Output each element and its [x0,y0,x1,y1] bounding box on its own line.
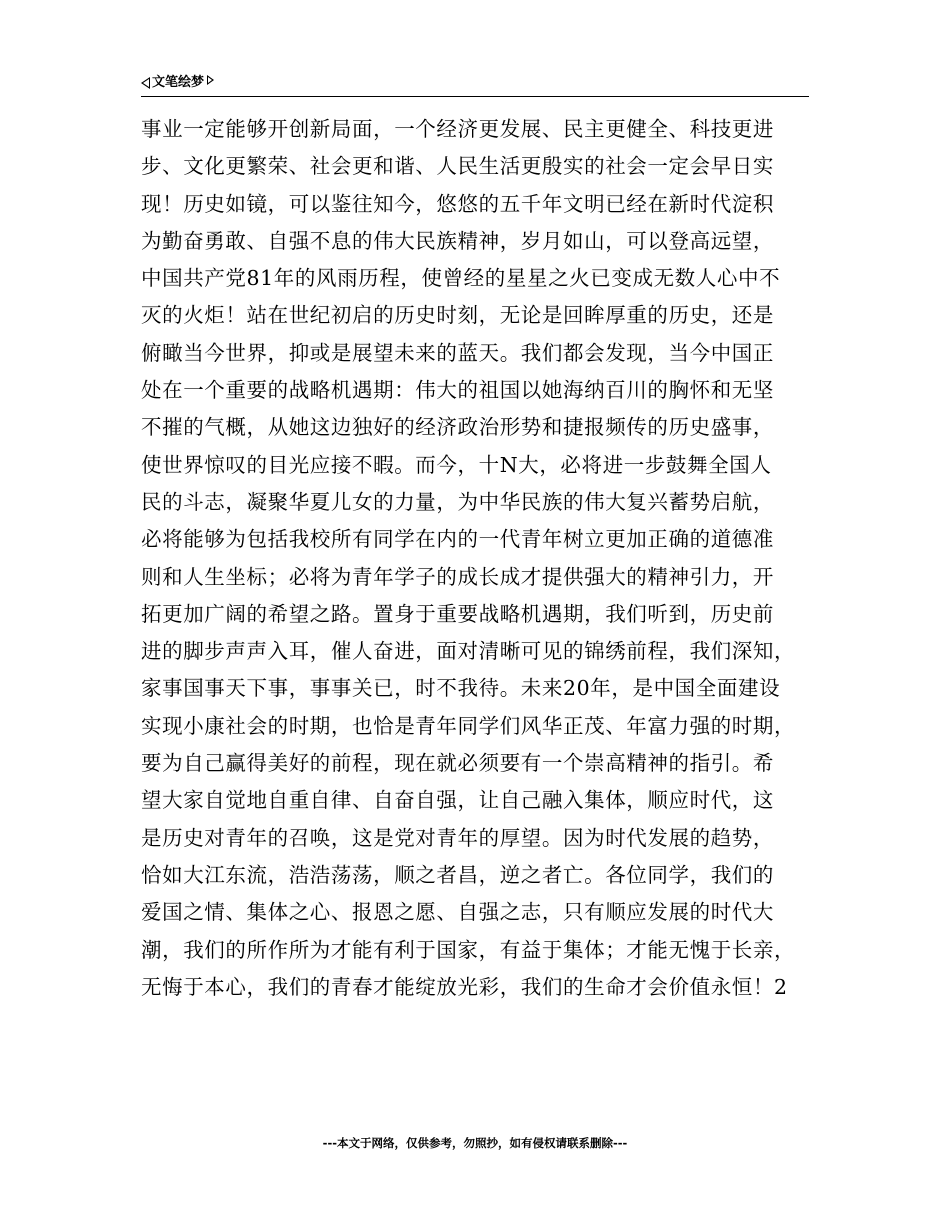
triangle-left-icon [141,77,150,89]
text-line: 为勤奋勇敢、自强不息的伟大民族精神，岁月如山，可以登高远望， [141,228,774,253]
page-header [141,74,809,97]
text-line: 潮，我们的所作所为才能有利于国家，有益于集体；才能无愧于长亲， [141,937,796,962]
text-line: 家事国事天下事，事事关已，时不我待。未来20年，是中国全面建设 [141,676,781,701]
triangle-right-icon [207,75,214,85]
text-line: 使世界惊叹的目光应接不暇。而今，十N大，必将进一步鼓舞全国人 [141,452,772,477]
text-line: 处在一个重要的战略机遇期：伟大的祖国以她海纳百川的胸怀和无坚 [141,378,774,403]
text-line: 现！历史如镜，可以鉴往知今，悠悠的五千年文明已经在新时代淀积 [141,191,774,216]
text-line: 要为自己赢得美好的前程，现在就必须要有一个崇高精神的指引。希 [141,751,774,776]
text-line: 拓更加广阔的希望之路。置身于重要战略机遇期，我们听到，历史前 [141,601,774,626]
header-title: 文笔绘梦 [152,75,205,90]
text-line: 必将能够为包括我校所有同学在内的一代青年树立更加正确的道德准 [141,527,774,552]
text-line: 灭的火炬！站在世纪初启的历史时刻，无论是回眸厚重的历史，还是 [141,303,774,328]
header-label [141,74,214,92]
text-line: 不摧的气概，从她这边独好的经济政治形势和捷报频传的历史盛事， [141,415,774,440]
text-line: 民的斗志，凝聚华夏儿女的力量，为中华民族的伟大复兴蓄势启航， [141,489,774,514]
text-line: 进的脚步声声入耳，催人奋进，面对清晰可见的锦绣前程，我们深知， [141,639,796,664]
text-line: 俯瞰当今世界，抑或是展望未来的蓝天。我们都会发现，当今中国正 [141,340,774,365]
text-line: 望大家自觉地自重自律、自奋自强，让自己融入集体，顺应时代，这 [141,788,774,813]
text-line: 爱国之情、集体之心、报恩之愿、自强之志，只有顺应发展的时代大 [141,900,774,925]
text-line: 步、文化更繁荣、社会更和谐、人民生活更殷实的社会一定会早日实 [141,154,774,179]
text-line: 中国共产党81年的风雨历程，使曾经的星星之火已变成无数人心中不 [141,266,781,291]
text-line: 事业一定能够开创新局面，一个经济更发展、民主更健全、科技更进 [141,117,774,141]
text-line: 是历史对青年的召唤，这是党对青年的厚望。因为时代发展的趋势， [141,825,774,850]
body-text [141,111,809,1006]
text-line: 则和人生坐标；必将为青年学子的成长成才提供强大的精神引力，开 [141,564,774,589]
page-footer: ---本文于网络，仅供参考，勿照抄，如有侵权请联系删除--- [322,1136,628,1150]
text-line: 无悔于本心，我们的青春才能绽放光彩，我们的生命才会价值永恒！2 [141,974,788,999]
text-line: 实现小康社会的时期，也恰是青年同学们风华正茂、年富力强的时期， [141,713,796,738]
text-line: 恰如大江东流，浩浩荡荡，顺之者昌，逆之者亡。各位同学，我们的 [141,862,774,887]
